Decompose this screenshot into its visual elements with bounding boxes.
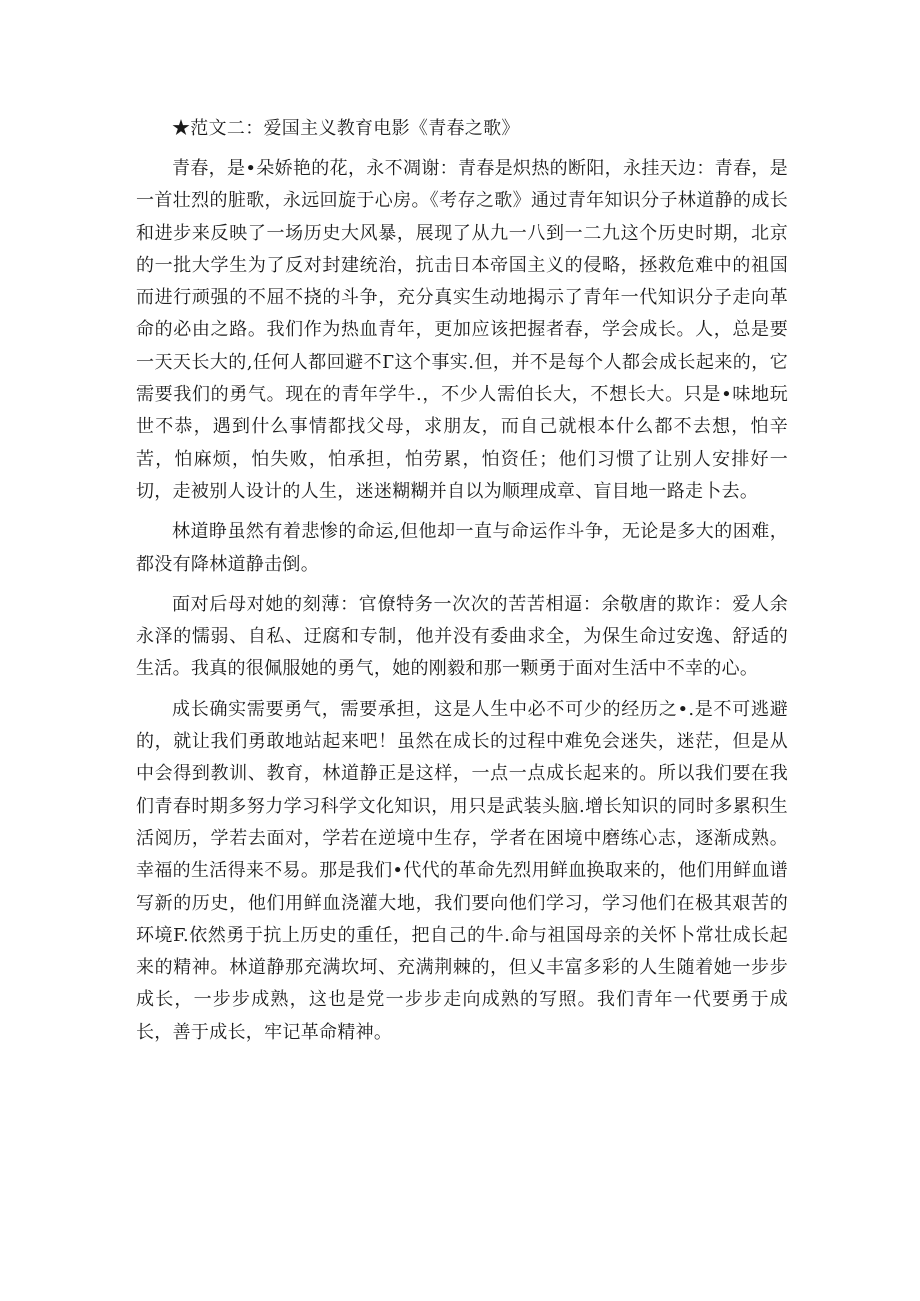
paragraph-2: 林道睁虽然有着悲惨的命运,但他却一直与命运作斗争，无论是多大的困难，都没有降林道静击倒。 — [136, 521, 788, 575]
document-title: ★范文二：爱国主义教育电影《青春之歌》 — [172, 118, 520, 139]
document-body — [136, 113, 788, 1057]
paragraph-4: 成长确实需要勇气，需要承担，这是人生中必不可少的经历之•.是不可逃避的，就让我们勇敢地站起来吧！虽然在成长的过程中难免会迷失，迷茫，但是从中会得到教训、教育，林道静正是这样，一点一点成长起来的。所以我们要在我们青春时期多努力学习科学文化知识，用只是武装头脑.增长知识的同时多累积生活阅历，学若去面对，学若在逆境中生存，学者在困境中磨练心志，逐渐成熟。幸福的生活得来不易。那是我们•代代的革命先烈用鲜血换取来的，他们用鲜血谱写新的历史，他们用鲜血浇灌大地，我们要向他们学习，学习他们在极其艰苦的环境F.依然勇于抗上历史的重任，把自己的牛.命与祖国母亲的关怀卜常壮成长起来的精神。林道静那充满坎坷、充满荆棘的，但乂丰富多彩的人生随着她一步步成长，一步步成熟，这也是党一步步走向成熟的写照。我们青年一代要勇于成长，善于成长，牢记革命精神。 — [136, 698, 788, 1043]
paragraph-1: 青春，是•朵娇艳的花，永不凋谢：青春是炽热的断阳，永挂天边：青春，是一首壮烈的脏歌，永远回旋于心房。《考存之歌》通过青年知识分子林道静的成长和进步来反映了一场历史大风暴，展现了从九一八到一二九这个历史时期，北京的一批大学生为了反对封建统治，抗击日本帝国主义的侵略，拯救危难中的祖国而进行顽强的不屈不挠的斗争，充分真实生动地揭示了青年一代知识分子走向革命的必由之路。我们作为热血青年，更加应该把握者春，学会成长。人，总是要一天天长大的,任何人都回避不Г这个事实.但，并不是每个人都会成长起来的，它需要我们的勇气。现在的青年学牛.，不少人需伯长大，不想长大。只是•味地玩世不恭，遇到什么事情都找父母，求朋友，而自己就根本什么都不去想，怕辛苦，怕麻烦，怕失败，怕承担，怕劳累，怕资任；他们习惯了让别人安排好一切，走被别人设计的人生，迷迷糊糊并自以为顺理成章、盲目地一路走卜去。 — [136, 158, 788, 502]
paragraph-3: 面对后母对她的刻薄：官僚特务一次次的苦苦相逼：余敬唐的欺诈：爱人余永泽的懦弱、自私、迂腐和专制，他并没有委曲求全，为保生命过安逸、舒适的生活。我真的很佩服她的勇气，她的刚毅和那一颗勇于面对生活中不幸的心。 — [136, 593, 788, 680]
